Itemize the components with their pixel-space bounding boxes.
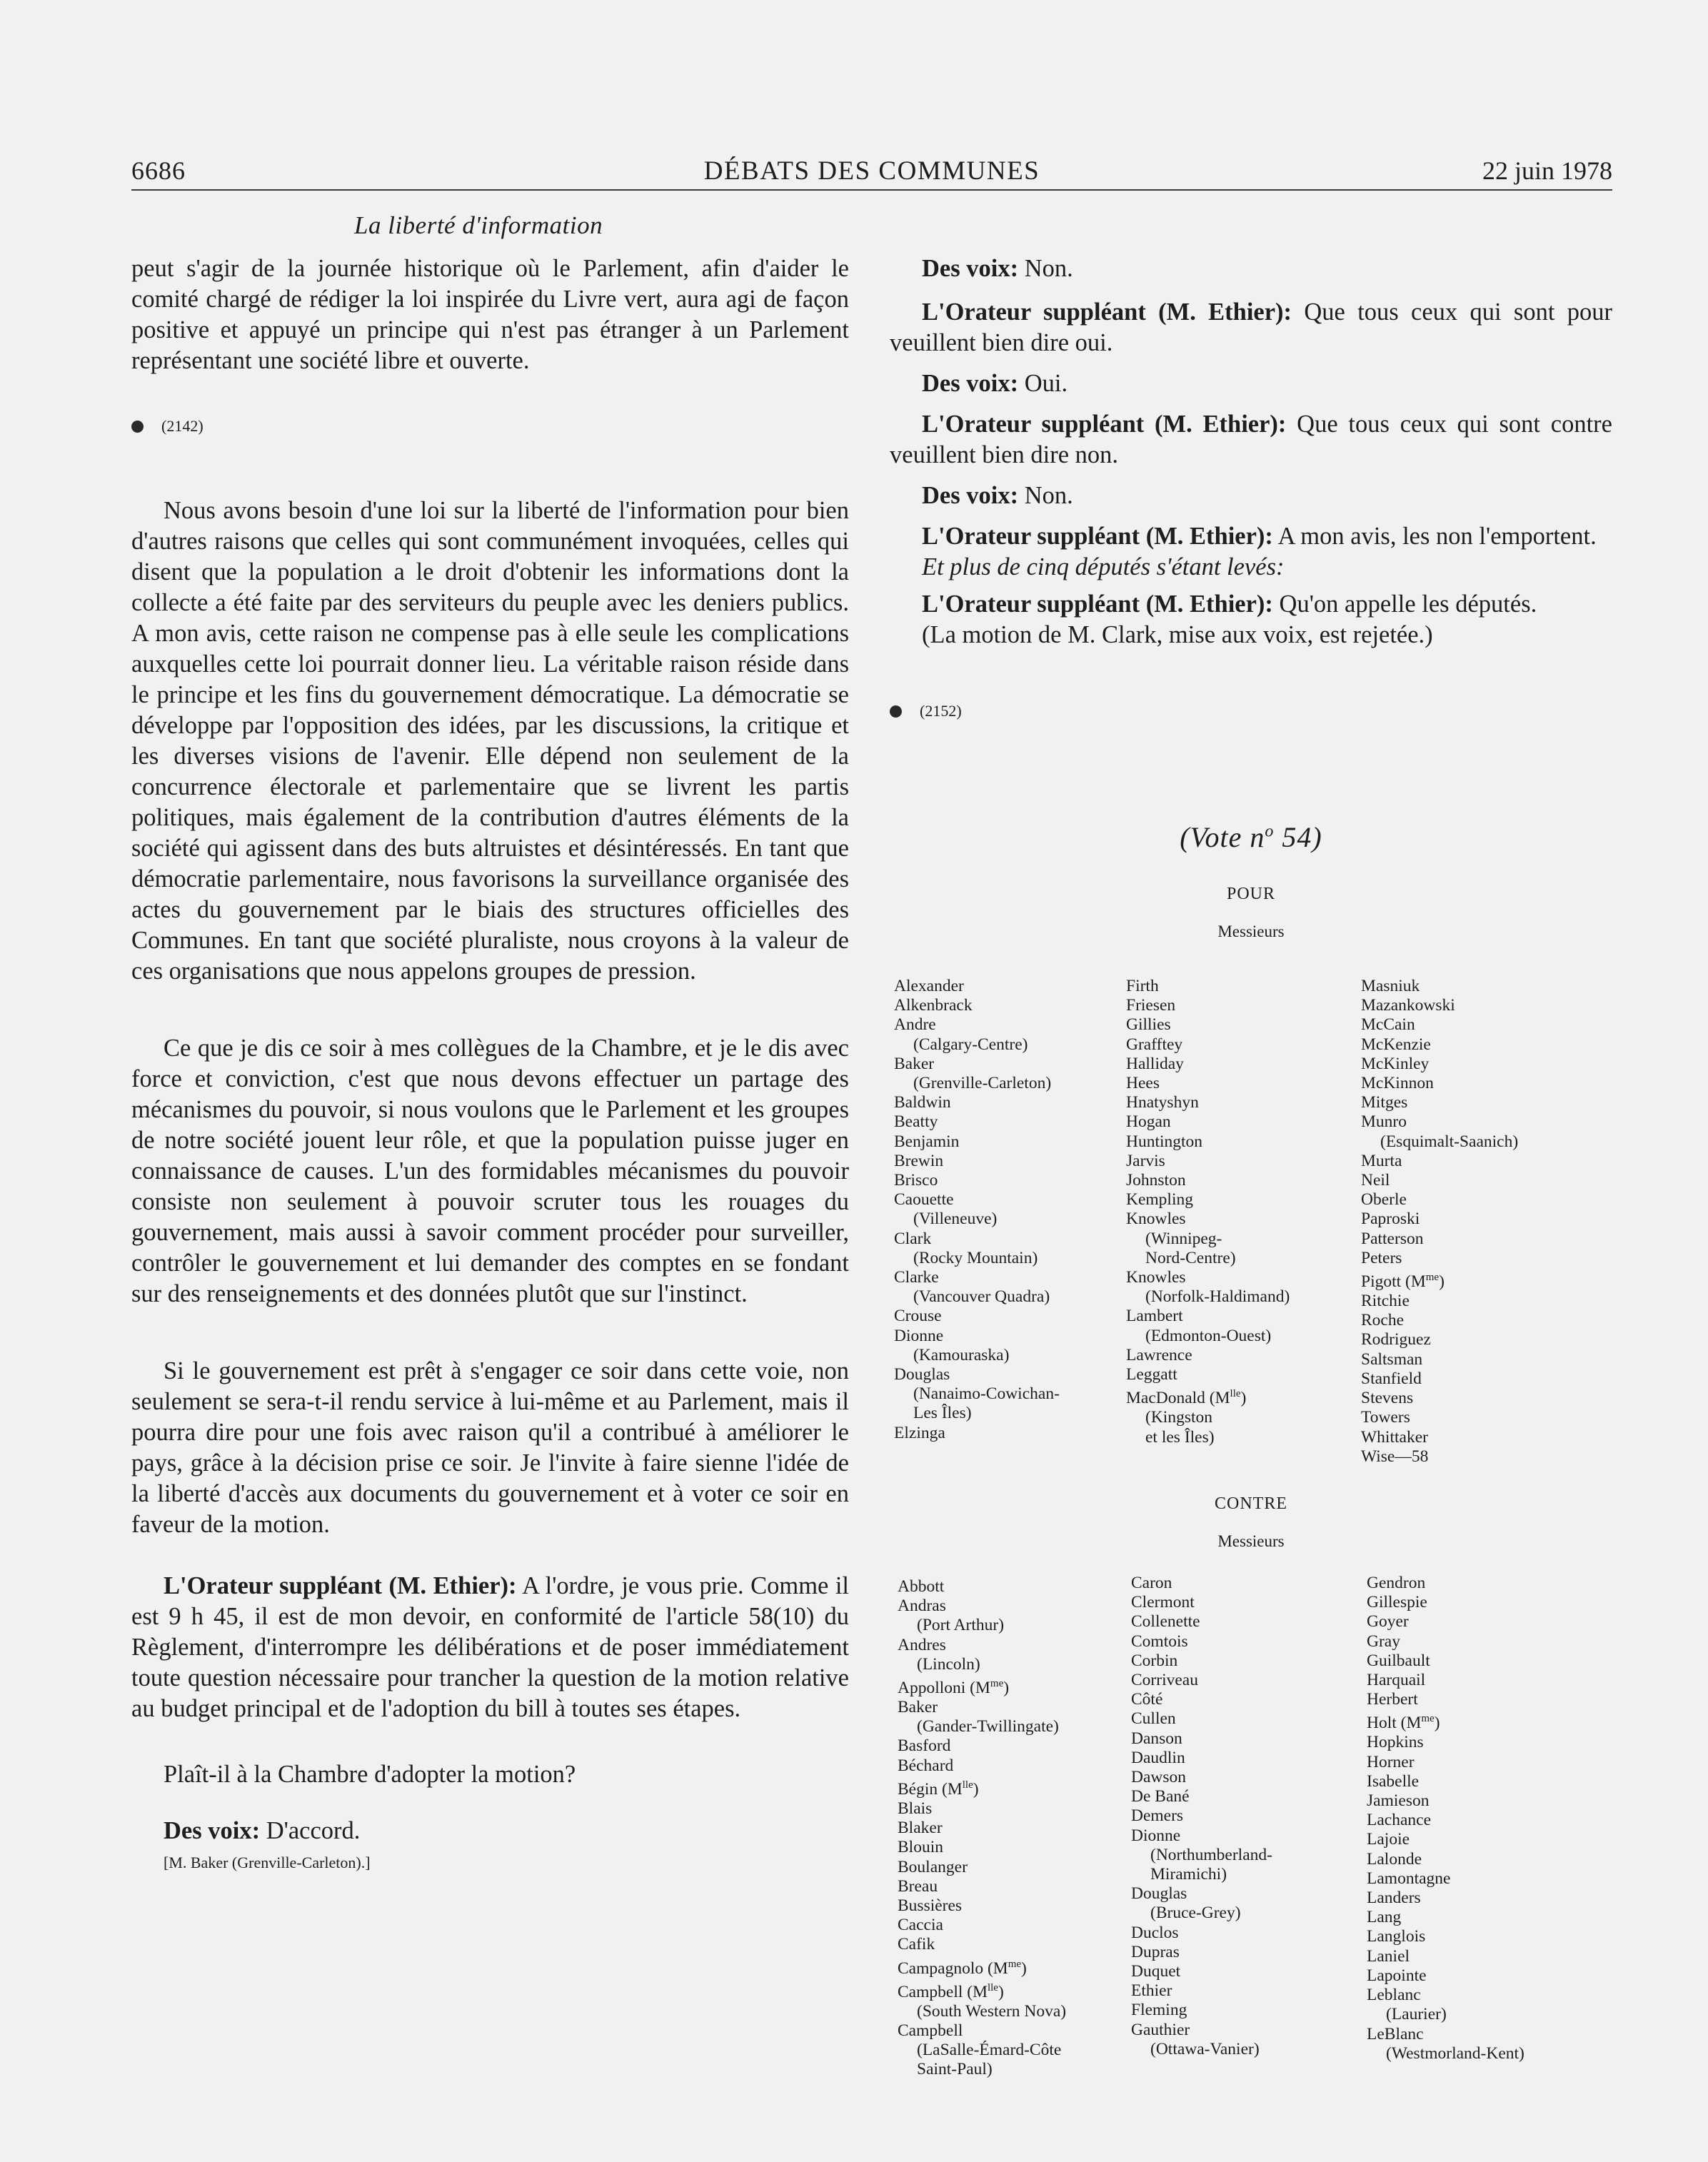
member-name: Baker bbox=[894, 1054, 935, 1073]
voices-paragraph bbox=[890, 481, 1612, 511]
member-name: Towers bbox=[1361, 1408, 1410, 1427]
publication-title: DÉBATS DES COMMUNES bbox=[703, 156, 1040, 186]
member-name: Blaker bbox=[898, 1819, 943, 1838]
riding-line: (Winnipeg- bbox=[1145, 1229, 1222, 1248]
riding-line: (Edmonton-Ouest) bbox=[1145, 1326, 1272, 1345]
contre-heading: CONTRE bbox=[1215, 1494, 1287, 1513]
speech-paragraph bbox=[890, 409, 1612, 471]
page-date: 22 juin 1978 bbox=[1482, 156, 1612, 185]
member-name: Herbert bbox=[1367, 1690, 1418, 1709]
member-name: Stanfield bbox=[1361, 1369, 1422, 1388]
member-name: Bégin $(M^{lle})$ bbox=[898, 1779, 979, 1799]
member-name: Collenette bbox=[1131, 1612, 1200, 1631]
speaker-name: Des voix: bbox=[164, 1817, 261, 1844]
member-name: Clark bbox=[894, 1229, 932, 1248]
member-name: Crouse bbox=[894, 1307, 942, 1326]
right-column bbox=[890, 253, 1612, 722]
member-name: Peters bbox=[1361, 1248, 1402, 1267]
member-name: Campbell $(M^{lle})$ bbox=[898, 1981, 1004, 2001]
speech-paragraph bbox=[890, 589, 1612, 620]
member-name: Daudlin bbox=[1131, 1748, 1185, 1767]
motion-result: (La motion de M. Clark, mise aux voix, est rejetée.) bbox=[922, 621, 1433, 648]
member-name: Demers bbox=[1131, 1806, 1184, 1826]
riding-line: (Ottawa-Vanier) bbox=[1150, 2039, 1260, 2058]
member-name: Caouette bbox=[894, 1190, 954, 1210]
member-name: Paproski bbox=[1361, 1210, 1420, 1229]
member-name: Guilbault bbox=[1367, 1651, 1430, 1670]
running-subject: La liberté d'information bbox=[354, 211, 603, 239]
contre-names-col-1 bbox=[898, 1577, 1066, 2079]
member-name: Béchard bbox=[898, 1756, 954, 1775]
voices-paragraph bbox=[890, 368, 1612, 399]
member-name: Jamieson bbox=[1367, 1791, 1430, 1811]
speech-paragraph bbox=[890, 521, 1612, 552]
member-name: Breau bbox=[898, 1876, 938, 1896]
member-name: Dawson bbox=[1131, 1768, 1187, 1787]
member-name: Hees bbox=[1126, 1074, 1160, 1093]
member-name: Wise—58 bbox=[1361, 1447, 1429, 1466]
speech-text: Non. bbox=[1024, 255, 1073, 282]
riding-line: (Bruce-Grey) bbox=[1150, 1904, 1241, 1923]
speech-text: Que tous ceux qui sont contre veuillent bien dire non. bbox=[890, 411, 1612, 468]
member-name: Alexander bbox=[894, 977, 964, 995]
member-name: Baldwin bbox=[894, 1093, 951, 1112]
speech-paragraph bbox=[131, 1571, 849, 1724]
riding-line: (Kingston bbox=[1145, 1408, 1212, 1427]
member-name: Baker bbox=[898, 1698, 938, 1717]
member-name: Jarvis bbox=[1126, 1151, 1165, 1170]
riding-line: et les Îles) bbox=[1145, 1427, 1215, 1447]
riding-line: (Calgary-Centre) bbox=[913, 1035, 1028, 1054]
member-name: Grafftey bbox=[1126, 1035, 1183, 1054]
pour-heading: POUR bbox=[1226, 885, 1276, 903]
member-name: Friesen bbox=[1126, 996, 1176, 1015]
vote-title: (Vote $n^o$ 54) bbox=[1180, 821, 1322, 853]
member-name: Leggatt bbox=[1126, 1365, 1177, 1384]
voices-paragraph bbox=[890, 253, 1612, 284]
member-name: Elzinga bbox=[894, 1423, 945, 1442]
member-name: Lawrence bbox=[1126, 1345, 1192, 1364]
member-name: Lapointe bbox=[1367, 1966, 1427, 1985]
speech-paragraph bbox=[890, 297, 1612, 358]
member-name: Johnston bbox=[1126, 1171, 1186, 1190]
member-name: Bussières bbox=[898, 1896, 963, 1915]
member-name: Douglas bbox=[1131, 1884, 1187, 1904]
riding-line: (Vancouver Quadra) bbox=[913, 1287, 1050, 1307]
riding-line: (Gander-Twillingate) bbox=[917, 1717, 1059, 1736]
paragraph: peut s'agir de la journée historique où le Parlement, afin d'aider le comité chargé de rédiger la loi inspirée du Livre vert, aura agi de façon positive et appuyé un principe qui n'est pas étranger à un Parlement représentant une société libre et ouverte. bbox=[131, 255, 849, 374]
speech-text: Que tous ceux qui sont pour veuillent bien dire oui. bbox=[890, 298, 1613, 356]
riding-line: (Northumberland- bbox=[1150, 1845, 1272, 1864]
member-name: Harquail bbox=[1367, 1671, 1426, 1690]
speech-text: Qu'on appelle les députés. bbox=[1279, 590, 1537, 618]
member-name: Hnatyshyn bbox=[1126, 1093, 1199, 1112]
member-name: Les Îles) bbox=[913, 1404, 972, 1423]
member-name: Beatty bbox=[894, 1112, 938, 1132]
member-name: Lang bbox=[1367, 1908, 1402, 1927]
member-name: McKinley bbox=[1361, 1054, 1430, 1073]
time-marker bbox=[131, 416, 849, 437]
member-name: Lachance bbox=[1367, 1811, 1432, 1830]
speech-text: D'accord. bbox=[266, 1817, 361, 1844]
riding-line: (Port Arthur) bbox=[917, 1616, 1005, 1635]
riding-line: (Esquimalt-Saanich) bbox=[1380, 1132, 1519, 1151]
member-name: Holt $(M^{me})$ bbox=[1367, 1713, 1440, 1733]
speaker-member: (M. Ethier): bbox=[388, 1572, 517, 1599]
header-rule bbox=[131, 189, 1612, 191]
pour-names-col-2 bbox=[1126, 977, 1290, 1447]
riding-line: (Norfolk-Haldimand) bbox=[1145, 1287, 1290, 1307]
paragraph: Si le gouvernement est prêt à s'engager ce soir dans cette voie, non seulement se sera-t-il rendu service à lui-même et au Parlement, mais il pourra dire pour une fois avec raison qu'il a contribué à améliorer le pays, grâce à la décision prise ce soir. Je l'invite à faire sienne l'idée de la liberté d'accès aux documents du gouvernement et à voter ce soir en faveur de la motion. bbox=[131, 1357, 849, 1538]
member-name: McKinnon bbox=[1361, 1074, 1434, 1093]
member-name: Saltsman bbox=[1361, 1349, 1423, 1369]
member-name: Cafik bbox=[898, 1935, 935, 1954]
member-name: Gauthier bbox=[1131, 2020, 1190, 2039]
bullet-icon bbox=[890, 705, 902, 718]
speaker-name: Des voix: bbox=[922, 255, 1019, 282]
speech-text: Non. bbox=[1024, 482, 1073, 509]
riding-line: (Grenville-Carleton) bbox=[913, 1074, 1052, 1093]
member-name: Douglas bbox=[894, 1365, 950, 1384]
member-name: Clermont bbox=[1131, 1593, 1195, 1612]
member-name: Brewin bbox=[894, 1151, 944, 1170]
pour-names-col-1 bbox=[894, 977, 1060, 1443]
member-name: Lalonde bbox=[1367, 1849, 1422, 1869]
member-name: Stevens bbox=[1361, 1389, 1414, 1408]
member-name: Lajoie bbox=[1367, 1830, 1410, 1849]
member-name: Patterson bbox=[1361, 1229, 1424, 1248]
member-name: De Bané bbox=[1131, 1787, 1190, 1806]
member-name: Dupras bbox=[1131, 1942, 1180, 1961]
member-name: Dionne bbox=[1131, 1826, 1181, 1845]
speech-text: Oui. bbox=[1024, 370, 1068, 397]
time-stamp: (2142) bbox=[161, 417, 204, 435]
member-name: Langlois bbox=[1367, 1927, 1426, 1946]
member-name: Landers bbox=[1367, 1889, 1421, 1908]
member-name: Duclos bbox=[1131, 1923, 1179, 1942]
riding-line: (South Western Nova) bbox=[917, 2001, 1067, 2021]
member-name: Boulanger bbox=[898, 1857, 968, 1876]
member-name: Dionne bbox=[894, 1326, 944, 1345]
contre-names-col-2 bbox=[1131, 1574, 1272, 2059]
member-name: Nord-Centre) bbox=[1145, 1248, 1236, 1267]
member-name: Oberle bbox=[1361, 1190, 1407, 1210]
member-name: Knowles bbox=[1126, 1268, 1186, 1287]
member-name: Basford bbox=[898, 1736, 951, 1756]
member-name: McKenzie bbox=[1361, 1035, 1431, 1054]
member-name: Clarke bbox=[894, 1268, 939, 1287]
member-name: Miramichi) bbox=[1150, 1865, 1227, 1884]
paragraph: Ce que je dis ce soir à mes collègues de la Chambre, et je le dis avec force et conviction, c'est que nous devons effectuer un partage des mécanismes du pouvoir, si nous voulons que le Parlement et les groupes de notre société jouent leur rôle, et que la population puisse juger en connaissance de causes. L'un des formidables mécanismes du pouvoir consiste non seulement à pouvoir scruter tous les rouages du gouvernement, mais aussi à savoir comment procéder pour surveiller, contrôler le gouvernement et lui demander des comptes en se fondant sur des renseignements et des données plutôt que sur l'instinct. bbox=[131, 1035, 849, 1307]
member-name: Lambert bbox=[1126, 1307, 1183, 1326]
member-name: Danson bbox=[1131, 1729, 1182, 1748]
member-name: Gray bbox=[1367, 1631, 1400, 1651]
member-name: Munro bbox=[1361, 1112, 1407, 1132]
member-name: Appolloni $(M^{me})$ bbox=[898, 1678, 1010, 1697]
member-name: Alkenbrack bbox=[894, 996, 973, 1015]
member-name: McCain bbox=[1361, 1015, 1415, 1035]
paragraph: Nous avons besoin d'une loi sur la liberté de l'information pour bien d'autres raisons que celles qui sont communément invoquées, celles qui disent que la population a le droit d'obtenir les informations dont la collecte a été faite par des serviteurs du peuple avec les deniers publics. A mon avis, cette raison ne compense pas à elle seule les complications auxquelles cette loi pourrait donner lieu. La véritable raison réside dans le principe et les fins du gouvernement démocratique. La démocratie se développe par l'opposition des idées, par les discussions, la critique et les diverses visions de l'avenir. Elle dépend non seulement de la concurrence électorale et parlementaire que se livrent les partis politiques, mais également de la contribution d'autres éléments de la société qui agissent dans des buts altruistes et désintéressés. En tant que démocratie parlementaire, nous favorisons la surveillance organisée des actes du gouvernement par le biais des structures officielles des Communes. En tant que société pluraliste, nous croyons à la valeur de ces organisations que nous appelons groupes de pression. bbox=[131, 497, 849, 985]
member-name: Hogan bbox=[1126, 1112, 1171, 1132]
member-name: Benjamin bbox=[894, 1132, 960, 1151]
speaker-name: Des voix: bbox=[922, 482, 1019, 509]
speech-text: A l'ordre, je vous prie. Comme il est 9 h 45, il est de mon devoir, en conformité de l'article 58(10) du Règlement, d'interrompre les délibérations et de poser immédiatement toute question nécessaire pour trancher la question de la motion relative au budget principal et de l'adoption du bill à toutes ses étapes. bbox=[131, 1572, 850, 1722]
member-name: Andres bbox=[898, 1635, 946, 1654]
member-name: Horner bbox=[1367, 1752, 1415, 1771]
member-name: Huntington bbox=[1126, 1132, 1203, 1151]
time-stamp: (2152) bbox=[920, 702, 962, 720]
member-name: Ritchie bbox=[1361, 1292, 1410, 1311]
member-name: Caccia bbox=[898, 1916, 943, 1935]
speech-text: A mon avis, les non l'emportent. bbox=[1277, 523, 1597, 550]
voices-paragraph bbox=[131, 1816, 849, 1846]
member-name: Neil bbox=[1361, 1171, 1390, 1190]
member-name: Pigott $(M^{me})$ bbox=[1361, 1272, 1445, 1291]
member-name: Abbott bbox=[898, 1577, 945, 1596]
bullet-icon bbox=[131, 421, 144, 433]
member-name: Brisco bbox=[894, 1171, 938, 1190]
member-name: Corbin bbox=[1131, 1651, 1178, 1670]
riding-line: (Nanaimo-Cowichan- bbox=[913, 1384, 1060, 1404]
pour-subheading: Messieurs bbox=[1217, 922, 1285, 940]
member-name: Leblanc bbox=[1367, 1986, 1421, 2005]
member-name: Cullen bbox=[1131, 1709, 1176, 1729]
speaker-name: L'Orateur suppléant (M. Ethier): bbox=[922, 298, 1292, 326]
member-name: Goyer bbox=[1367, 1612, 1409, 1631]
member-name: Gillespie bbox=[1367, 1593, 1427, 1612]
speaker-name: Des voix: bbox=[922, 370, 1019, 397]
member-name: Isabelle bbox=[1367, 1771, 1420, 1791]
member-name: Laniel bbox=[1367, 1946, 1410, 1966]
member-name: Andre bbox=[894, 1015, 936, 1035]
member-name: Duquet bbox=[1131, 1962, 1181, 1981]
member-name: Kempling bbox=[1126, 1190, 1193, 1210]
riding-line: (Laurier) bbox=[1386, 2005, 1447, 2024]
speaker-note: [M. Baker (Grenville-Carleton).] bbox=[164, 1854, 371, 1871]
page-header bbox=[131, 156, 1612, 191]
member-name: Mazankowski bbox=[1361, 996, 1455, 1015]
pour-names-col-3 bbox=[1361, 977, 1518, 1467]
member-name: Whittaker bbox=[1361, 1427, 1428, 1447]
riding-line: (LaSalle-Émard-Côte bbox=[917, 2040, 1062, 2059]
member-name: Campagnolo $(M^{me})$ bbox=[898, 1958, 1027, 1978]
speaker-name: L'Orateur suppléant (M. Ethier): bbox=[922, 411, 1287, 438]
riding-line: (Lincoln) bbox=[917, 1654, 980, 1674]
member-name: Fleming bbox=[1131, 2001, 1187, 2020]
member-name: Knowles bbox=[1126, 1210, 1186, 1229]
member-name: Mitges bbox=[1361, 1093, 1408, 1112]
contre-subheading: Messieurs bbox=[1217, 1532, 1285, 1550]
member-name: Campbell bbox=[898, 2021, 963, 2040]
contre-names-col-3 bbox=[1367, 1574, 1524, 2063]
member-name: Comtois bbox=[1131, 1631, 1188, 1651]
member-name: Gendron bbox=[1367, 1574, 1426, 1592]
question-paragraph: Plaît-il à la Chambre d'adopter la motion? bbox=[164, 1761, 576, 1788]
riding-line: (Villeneuve) bbox=[913, 1210, 998, 1229]
member-name: Andras bbox=[898, 1597, 946, 1616]
member-name: Halliday bbox=[1126, 1054, 1184, 1073]
riding-line: (Westmorland-Kent) bbox=[1386, 2043, 1524, 2063]
member-name: Gillies bbox=[1126, 1015, 1171, 1035]
member-name: Caron bbox=[1131, 1574, 1172, 1592]
member-name: Ethier bbox=[1131, 1981, 1172, 2001]
member-name: Lamontagne bbox=[1367, 1869, 1451, 1888]
speaker-name: L'Orateur suppléant (M. Ethier): bbox=[922, 523, 1273, 550]
member-name: Hopkins bbox=[1367, 1733, 1424, 1752]
stage-direction: Et plus de cinq députés s'étant levés: bbox=[922, 553, 1285, 580]
speaker-name: L'Orateur suppléant bbox=[164, 1572, 382, 1599]
riding-line: (Rocky Mountain) bbox=[913, 1248, 1038, 1267]
member-name: Corriveau bbox=[1131, 1671, 1198, 1690]
member-name: Masniuk bbox=[1361, 977, 1420, 995]
member-name: Firth bbox=[1126, 977, 1159, 995]
page-number: 6686 bbox=[131, 156, 186, 185]
member-name: Blais bbox=[898, 1799, 933, 1818]
left-column bbox=[131, 253, 849, 1874]
member-name: MacDonald $(M^{lle})$ bbox=[1126, 1388, 1247, 1408]
member-name: Côté bbox=[1131, 1690, 1163, 1709]
speaker-name: L'Orateur suppléant (M. Ethier): bbox=[922, 590, 1273, 618]
member-name: Rodriguez bbox=[1361, 1330, 1431, 1349]
member-name: Saint-Paul) bbox=[917, 2060, 993, 2079]
member-name: Roche bbox=[1361, 1311, 1405, 1330]
riding-line: (Kamouraska) bbox=[913, 1345, 1010, 1364]
time-marker bbox=[890, 700, 1612, 722]
member-name: LeBlanc bbox=[1367, 2024, 1424, 2043]
member-name: Blouin bbox=[898, 1838, 943, 1857]
member-name: Murta bbox=[1361, 1151, 1402, 1170]
